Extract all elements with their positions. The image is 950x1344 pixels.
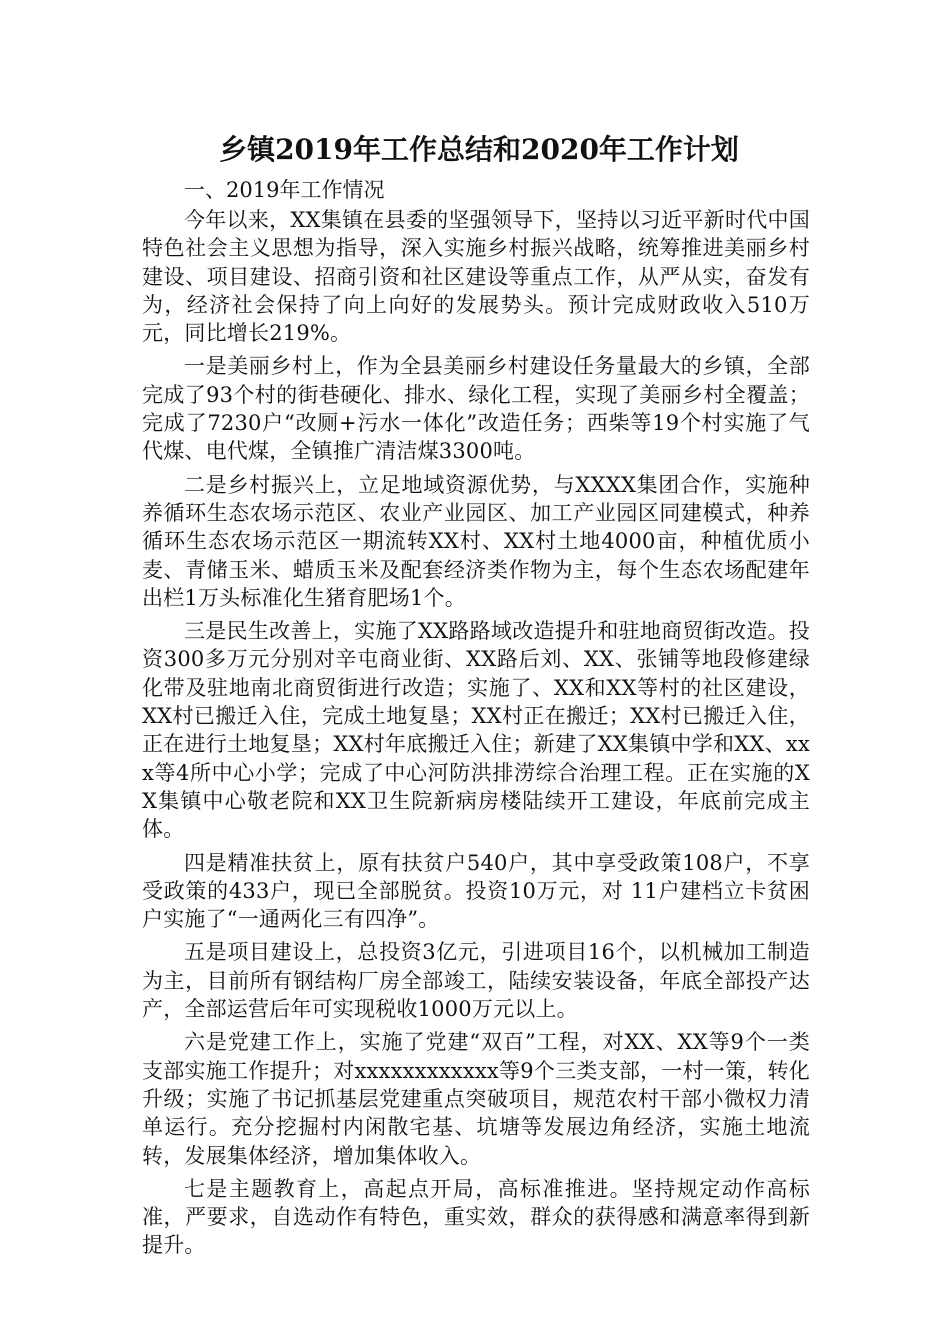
paragraph-project-construction: 五是项目建设上，总投资3亿元，引进项目16个，以机械加工制造为主，目前所有钢结构厂房全部竣工，陆续安装设备，年底全部投产达产，全部运营后年可实现税收1000万元以上。 — [142, 940, 810, 1022]
paragraph-beautiful-village: 一是美丽乡村上，作为全县美丽乡村建设任务量最大的乡镇，全部完成了93个村的街巷硬化、排水、绿化工程，实现了美丽乡村全覆盖；完成了7230户“改厕+污水一体化”改造任务；西柴等19个村实施了气代煤、电代煤，全镇推广清洁煤3300吨。 — [142, 354, 810, 464]
paragraph-livelihood: 三是民生改善上，实施了XX路路域改造提升和驻地商贸街改造。投资300多万元分别对辛屯商业街、XX路后刘、XX、张铺等地段修建绿化带及驻地南北商贸街进行改造；实施了、XX和XX等村的社区建设，XX村已搬迁入住，完成土地复垦；XX村正在搬迁；XX村已搬迁入住，正在进行土地复垦；XX村年底搬迁入住；新建了XX集镇中学和XX、xxx等4所中心小学；完成了中心河防洪排涝综合治理工程。正在实施的XX集镇中心敬老院和XX卫生院新病房楼陆续开工建设，年底前完成主体。 — [142, 619, 810, 842]
paragraph-theme-education: 七是主题教育上，高起点开局，高标准推进。坚持规定动作高标准，严要求，自选动作有特色，重实效，群众的获得感和满意率得到新提升。 — [142, 1176, 810, 1258]
document-body — [142, 128, 810, 1265]
paragraph-rural-revitalization: 二是乡村振兴上，立足地域资源优势，与XXXX集团合作，实施种养循环生态农场示范区、农业产业园区、加工产业园区同建模式，种养循环生态农场示范区一期流转XX村、XX村土地4000亩，种植优质小麦、青储玉米、蜡质玉米及配套经济类作物为主，每个生态农场配建年出栏1万头标准化生猪育肥场1个。 — [142, 472, 810, 610]
paragraph-intro: 今年以来，XX集镇在县委的坚强领导下，坚持以习近平新时代中国特色社会主义思想为指导，深入实施乡村振兴战略，统筹推进美丽乡村建设、项目建设、招商引资和社区建设等重点工作，从严从实，奋发有为，经济社会保持了向上向好的发展势头。预计完成财政收入510万元，同比增长219%。 — [142, 208, 810, 346]
paragraph-party-building: 六是党建工作上，实施了党建“双百”工程，对XX、XX等9个一类支部实施工作提升；对xxxxxxxxxxxx等9个三类支部，一村一策，转化升级；实施了书记抓基层党建重点突破项目，规范农村干部小微权力清单运行。充分挖掘村内闲散宅基、坑塘等发展边角经济，实施土地流转，发展集体经济，增加集体收入。 — [142, 1030, 810, 1168]
document-title: 乡镇2019年工作总结和2020年工作计划 — [219, 133, 739, 166]
paragraph-poverty-alleviation: 四是精准扶贫上，原有扶贫户540户，其中享受政策108户，不享受政策的433户，现已全部脱贫。投资10万元，对 11户建档立卡贫困户实施了“一通两化三有四净”。 — [142, 850, 810, 932]
section-heading: 一、2019年工作情况 — [184, 178, 385, 202]
